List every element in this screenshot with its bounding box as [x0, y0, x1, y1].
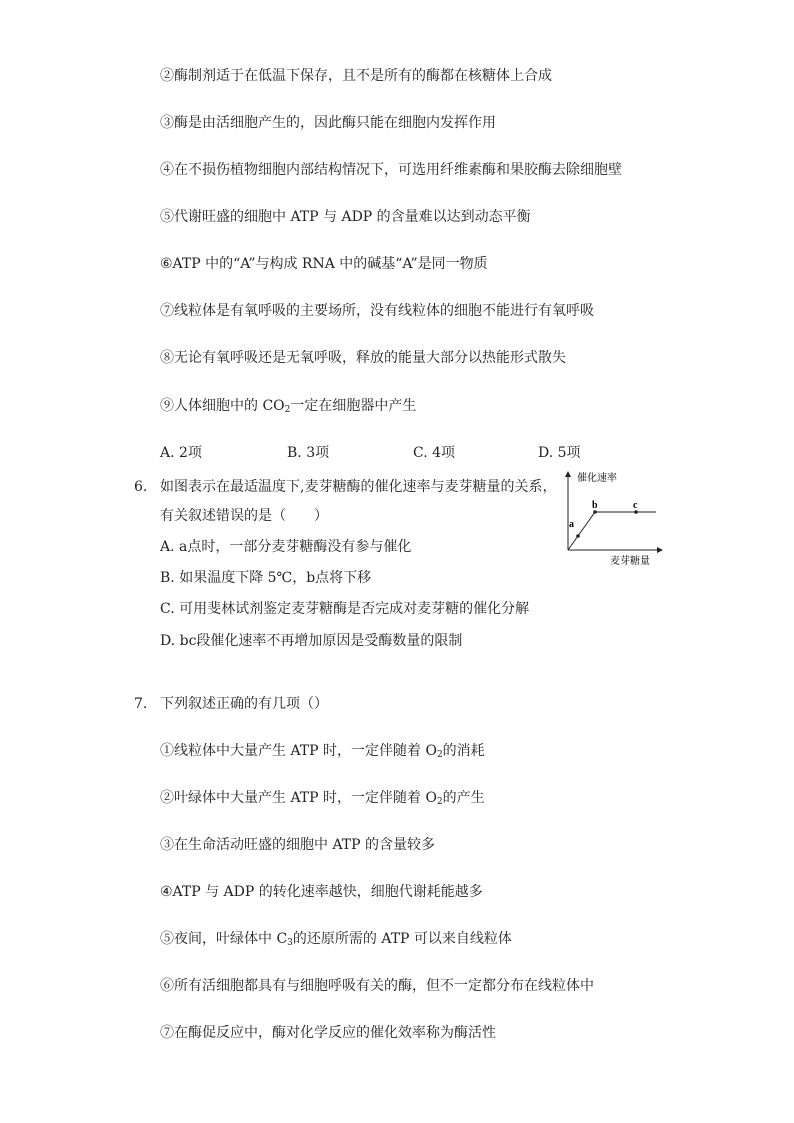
q5-item-7: ⑦线粒体是有氧呼吸的主要场所，没有线粒体的细胞不能进行有氧呼吸: [160, 303, 594, 319]
label-a: a: [569, 519, 574, 530]
point-a: [576, 534, 580, 538]
q7-item-5: ⑤夜间，叶绿体中 $C_3$的还原所需的 ATP 可以来自线粒体: [160, 931, 512, 948]
q6-option-b: B. 如果温度下降 5℃，b点将下移: [160, 570, 372, 586]
q6-stem-line1: 如图表示在最适温度下,麦芽糖酶的催化速率与麦芽糖量的关系，: [160, 479, 557, 495]
q7-item-1: ①线粒体中大量产生 ATP 时，一定伴随着 $O_2$的消耗: [160, 743, 485, 760]
q7-item-6: ⑥所有活细胞都具有与细胞呼吸有关的酶，但不一定都分布在线粒体中: [160, 978, 594, 994]
y-axis-label: 催化速率: [577, 473, 617, 484]
q6-option-a: A. a点时，一部分麦芽糖酶没有参与催化: [160, 539, 412, 555]
q5-item-4: ④在不损伤植物细胞内部结构情况下，可选用纤维素酶和果胶酶去除细胞壁: [160, 162, 622, 178]
q5-item-9: ⑨人体细胞中的 $CO_2$一定在细胞器中产生: [160, 398, 417, 415]
q5-option-a: A. 2项: [160, 445, 202, 461]
q6-number: 6.: [134, 479, 148, 495]
x-axis-label: 麦芽糖量: [610, 556, 650, 567]
q5-option-c: C. 4项: [413, 445, 456, 461]
label-b: b: [592, 500, 598, 511]
q5-item-6: ⑥ATP 中的“A”与构成 RNA 中的碱基“A”是同一物质: [160, 256, 488, 272]
rate-curve: [568, 512, 656, 550]
q5-item-8: ⑧无论有氧呼吸还是无氧呼吸，释放的能量大部分以热能形式散失: [160, 350, 566, 366]
q5-option-b: B. 3项: [287, 445, 330, 461]
q5-option-d: D. 5项: [538, 445, 581, 461]
q5-item-2: ②酶制剂适于在低温下保存，且不是所有的酶都在核糖体上合成: [160, 68, 552, 84]
q6-option-d: D. bc段催化速率不再增加原因是受酶数量的限制: [160, 633, 463, 649]
q7-item-4: ④ATP 与 ADP 的转化速率越快，细胞代谢耗能越多: [160, 884, 483, 900]
q7-number: 7.: [134, 696, 148, 712]
q6-stem-line2: 有关叙述错误的是（ ）: [160, 508, 328, 524]
q7-item-7: ⑦在酶促反应中，酶对化学反应的催化效率称为酶活性: [160, 1025, 496, 1041]
q7-stem: 下列叙述正确的有几项（）: [160, 696, 328, 712]
q6-option-c: C. 可用斐林试剂鉴定麦芽糖酶是否完成对麦芽糖的催化分解: [160, 601, 530, 617]
q5-item-5: ⑤代谢旺盛的细胞中 ATP 与 ADP 的含量难以达到动态平衡: [160, 209, 531, 225]
enzyme-rate-graph: [560, 468, 670, 568]
label-c: c: [633, 500, 638, 511]
q7-item-3: ③在生命活动旺盛的细胞中 ATP 的含量较多: [160, 837, 436, 853]
q5-item-3: ③酶是由活细胞产生的，因此酶只能在细胞内发挥作用: [160, 115, 496, 131]
q7-item-2: ②叶绿体中大量产生 ATP 时，一定伴随着 $O_2$的产生: [160, 790, 485, 807]
